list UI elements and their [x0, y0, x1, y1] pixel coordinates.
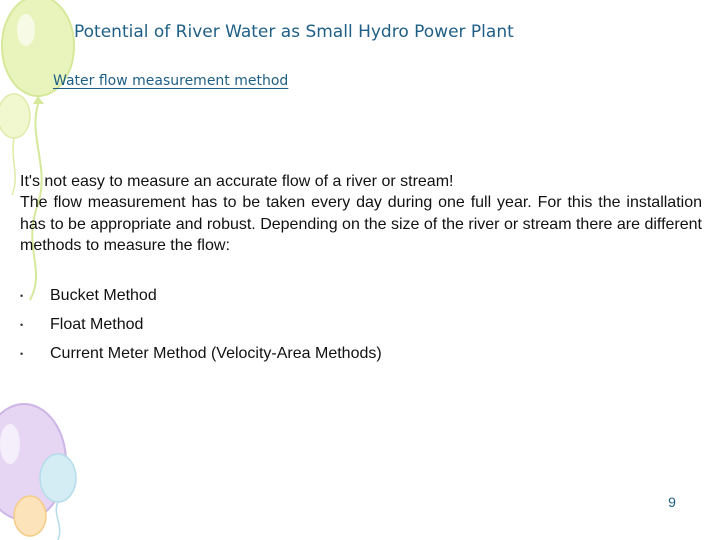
list-item-label: Bucket Method — [50, 287, 157, 304]
body-paragraph: The flow measurement has to be taken every day during one full year. For this the installation has to be appropriate and robust. Depending on the size of the river or stream there are different methods to measure the flow: — [20, 194, 702, 254]
bullet-icon: • — [20, 320, 24, 330]
slide-title: Potential of River Water as Small Hydro Power Plant — [74, 22, 514, 42]
intro-line: It's not easy to measure an accurate flow of a river or stream! — [20, 173, 454, 190]
list-item-label: Float Method — [50, 316, 144, 333]
method-list — [20, 284, 382, 371]
bullet-icon: • — [20, 349, 24, 359]
bullet-icon: • — [20, 291, 24, 301]
orange-balloon-icon — [14, 496, 46, 536]
slide-subtitle: Water flow measurement method — [53, 73, 289, 89]
slide-body — [20, 171, 702, 256]
list-item — [20, 342, 382, 371]
list-item — [20, 313, 382, 342]
list-item-label: Current Meter Method (Velocity-Area Methods) — [50, 345, 382, 362]
list-item — [20, 284, 382, 313]
page-number: 9 — [668, 494, 676, 510]
